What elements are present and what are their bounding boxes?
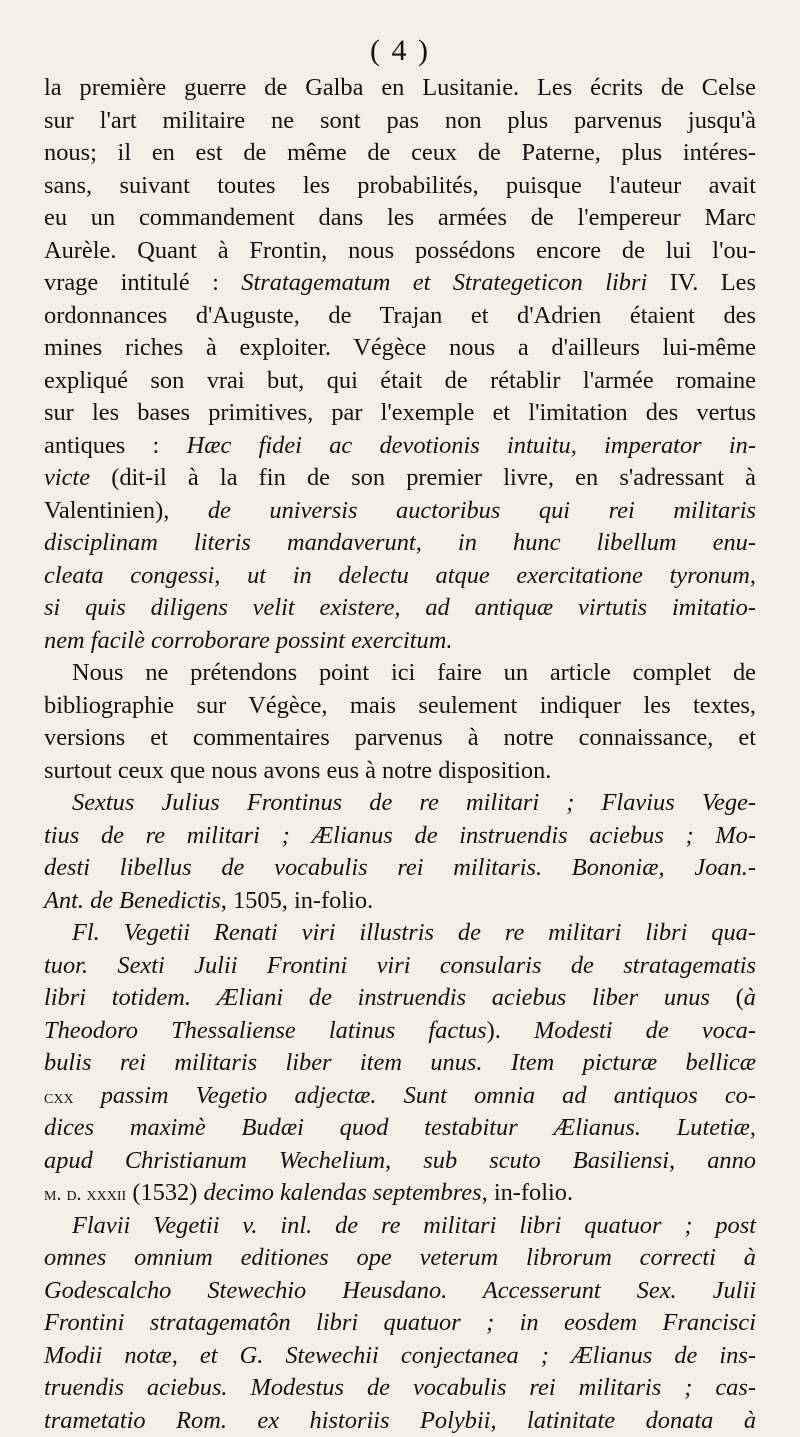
text-segment: latinitate donata à [527, 1407, 756, 1434]
text-line [44, 495, 756, 528]
text-line [44, 625, 756, 658]
text-segment: IV. Les [647, 269, 756, 296]
text-line [44, 170, 756, 203]
text-segment: expliqué son vrai but, qui était de rétablir l'armée romaine [44, 367, 756, 394]
text-line [44, 657, 756, 690]
text-line [44, 1405, 756, 1437]
text-segment: passim Vegetio adjectæ. Sunt omnia ad antiquos co- [74, 1082, 756, 1109]
text-segment: dices maximè Budæi quod testabitur Ælianus. Lutetiæ, [44, 1114, 756, 1141]
text-segment: bulis rei militaris liber item unus. Item picturæ bellicæ [44, 1049, 756, 1076]
text-line [44, 1112, 756, 1145]
text-line [44, 527, 756, 560]
text-segment: Hæc fidei ac devotionis intuitu, imperator in- [187, 432, 756, 459]
text-segment: (1532) [126, 1179, 203, 1206]
text-segment: trametatio Rom. ex historiis Polybii [44, 1407, 490, 1434]
text-segment: truendis aciebus. Modestus de vocabulis rei militaris ; cas- [44, 1374, 756, 1401]
text-segment: Frontini stratagematôn libri quatuor ; in eosdem Francisci [44, 1309, 756, 1336]
text-segment: Modesti de voca- [534, 1017, 756, 1044]
text-segment: tuor. Sexti Julii Frontini viri consularis de stratagematis [44, 952, 756, 979]
text-line [44, 1242, 756, 1275]
text-segment: vrage intitulé : [44, 269, 241, 296]
text-line [44, 1340, 756, 1373]
body-text [44, 72, 756, 1437]
text-line [44, 202, 756, 235]
text-segment: sur les bases primitives, par l'exemple et l'imitation des vertus [44, 399, 756, 426]
text-segment: Valentinien), [44, 497, 208, 524]
text-line [44, 852, 756, 885]
text-segment: disciplinam literis mandaverunt, in hunc libellum enu- [44, 529, 756, 556]
text-line [44, 1275, 756, 1308]
text-line [44, 300, 756, 333]
text-segment: surtout ceux que nous avons eus à notre disposition. [44, 757, 551, 784]
text-segment: m. d. xxxii [44, 1183, 126, 1205]
text-line [44, 885, 756, 918]
text-segment: eu un commandement dans les armées de l'empereur Marc [44, 204, 756, 231]
text-segment: sur l'art militaire ne sont pas non plus parvenus jusqu'à [44, 107, 756, 134]
text-line [44, 1015, 756, 1048]
text-line [44, 1210, 756, 1243]
text-line [44, 1177, 756, 1210]
text-line [44, 917, 756, 950]
text-segment: bibliographie sur Végèce, mais seulement indiquer les textes, [44, 692, 756, 719]
text-segment: Stratagematum et Strategeticon libri [241, 269, 647, 296]
text-segment: decimo kalendas septembres [203, 1179, 481, 1206]
text-line [44, 397, 756, 430]
text-line [44, 462, 756, 495]
text-segment: mines riches à exploiter. Végèce nous a d'ailleurs lui-même [44, 334, 756, 361]
text-segment: de universis auctoribus qui rei militaris [208, 497, 756, 524]
text-segment: , [490, 1407, 527, 1434]
text-segment: , in-folio. [482, 1179, 573, 1206]
text-segment: si quis diligens velit existere, ad antiquæ virtutis imitatio- [44, 594, 756, 621]
text-line [44, 365, 756, 398]
text-line [44, 1047, 756, 1080]
text-line [44, 690, 756, 723]
text-segment: tius de re militari ; Ælianus de instruendis aciebus ; Mo- [44, 822, 756, 849]
text-segment: Modii notæ, et G. Stewechii conjectanea ; Ælianus de ins- [44, 1342, 756, 1369]
text-segment: Nous ne prétendons point ici faire un article complet de [72, 659, 756, 686]
text-line [44, 950, 756, 983]
text-line [44, 72, 756, 105]
text-segment: Sextus Julius Frontinus de re militari ; Flavius Vege- [72, 789, 756, 816]
text-line [44, 267, 756, 300]
text-segment: antiques : [44, 432, 187, 459]
text-line [44, 787, 756, 820]
text-line [44, 235, 756, 268]
text-segment: cxx [44, 1086, 74, 1108]
text-line [44, 592, 756, 625]
text-line [44, 722, 756, 755]
text-segment: ( [710, 984, 744, 1011]
text-segment: Ant. de Benedictis [44, 887, 221, 914]
text-segment: apud Christianum Wechelium, sub scuto Basiliensi, anno [44, 1147, 756, 1174]
text-segment: sans, suivant toutes les probabilités, puisque l'auteur avait [44, 172, 756, 199]
text-segment: à [744, 984, 756, 1011]
text-segment: nous; il en est de même de ceux de Paterne, plus intéres- [44, 139, 756, 166]
text-line [44, 1145, 756, 1178]
text-segment: cleata congessi, ut in delectu atque exercitatione tyronum, [44, 562, 756, 589]
text-line [44, 1080, 756, 1113]
text-segment: ). [487, 1017, 534, 1044]
text-segment: Theodoro Thessaliense latinus factus [44, 1017, 487, 1044]
text-segment: Godescalcho Stewechio Heusdano. Accesserunt Sex. Julii [44, 1277, 756, 1304]
text-segment: Aurèle. Quant à Frontin, nous possédons encore de lui l'ou- [44, 237, 756, 264]
text-segment: nem facilè corroborare possint exercitum. [44, 627, 452, 654]
text-line [44, 105, 756, 138]
text-segment: Fl. Vegetii Renati viri illustris de re militari libri qua- [72, 919, 756, 946]
text-segment: la première guerre de Galba en Lusitanie. Les écrits de Celse [44, 74, 756, 101]
text-segment: Flavii Vegetii v. inl. de re militari libri quatuor ; post [72, 1212, 756, 1239]
text-segment: ordonnances d'Auguste, de Trajan et d'Adrien étaient des [44, 302, 756, 329]
text-segment: desti libellus de vocabulis rei militaris. Bononiæ, Joan.- [44, 854, 756, 881]
text-line [44, 755, 756, 788]
text-line [44, 560, 756, 593]
text-line [44, 137, 756, 170]
text-segment: victe [44, 464, 90, 491]
text-line [44, 332, 756, 365]
text-line [44, 1372, 756, 1405]
text-segment: , 1505, in-folio. [221, 887, 373, 914]
text-segment: (dit-il à la fin de son premier livre, en s'adressant à [90, 464, 756, 491]
text-line [44, 820, 756, 853]
text-line [44, 982, 756, 1015]
text-segment: libri totidem. Æliani de instruendis aciebus liber unus [44, 984, 710, 1011]
text-line [44, 1307, 756, 1340]
page-number: ( 4 ) [0, 34, 800, 68]
text-segment: versions et commentaires parvenus à notre connaissance, et [44, 724, 756, 751]
text-line [44, 430, 756, 463]
text-segment: omnes omnium editiones ope veterum librorum correcti à [44, 1244, 756, 1271]
